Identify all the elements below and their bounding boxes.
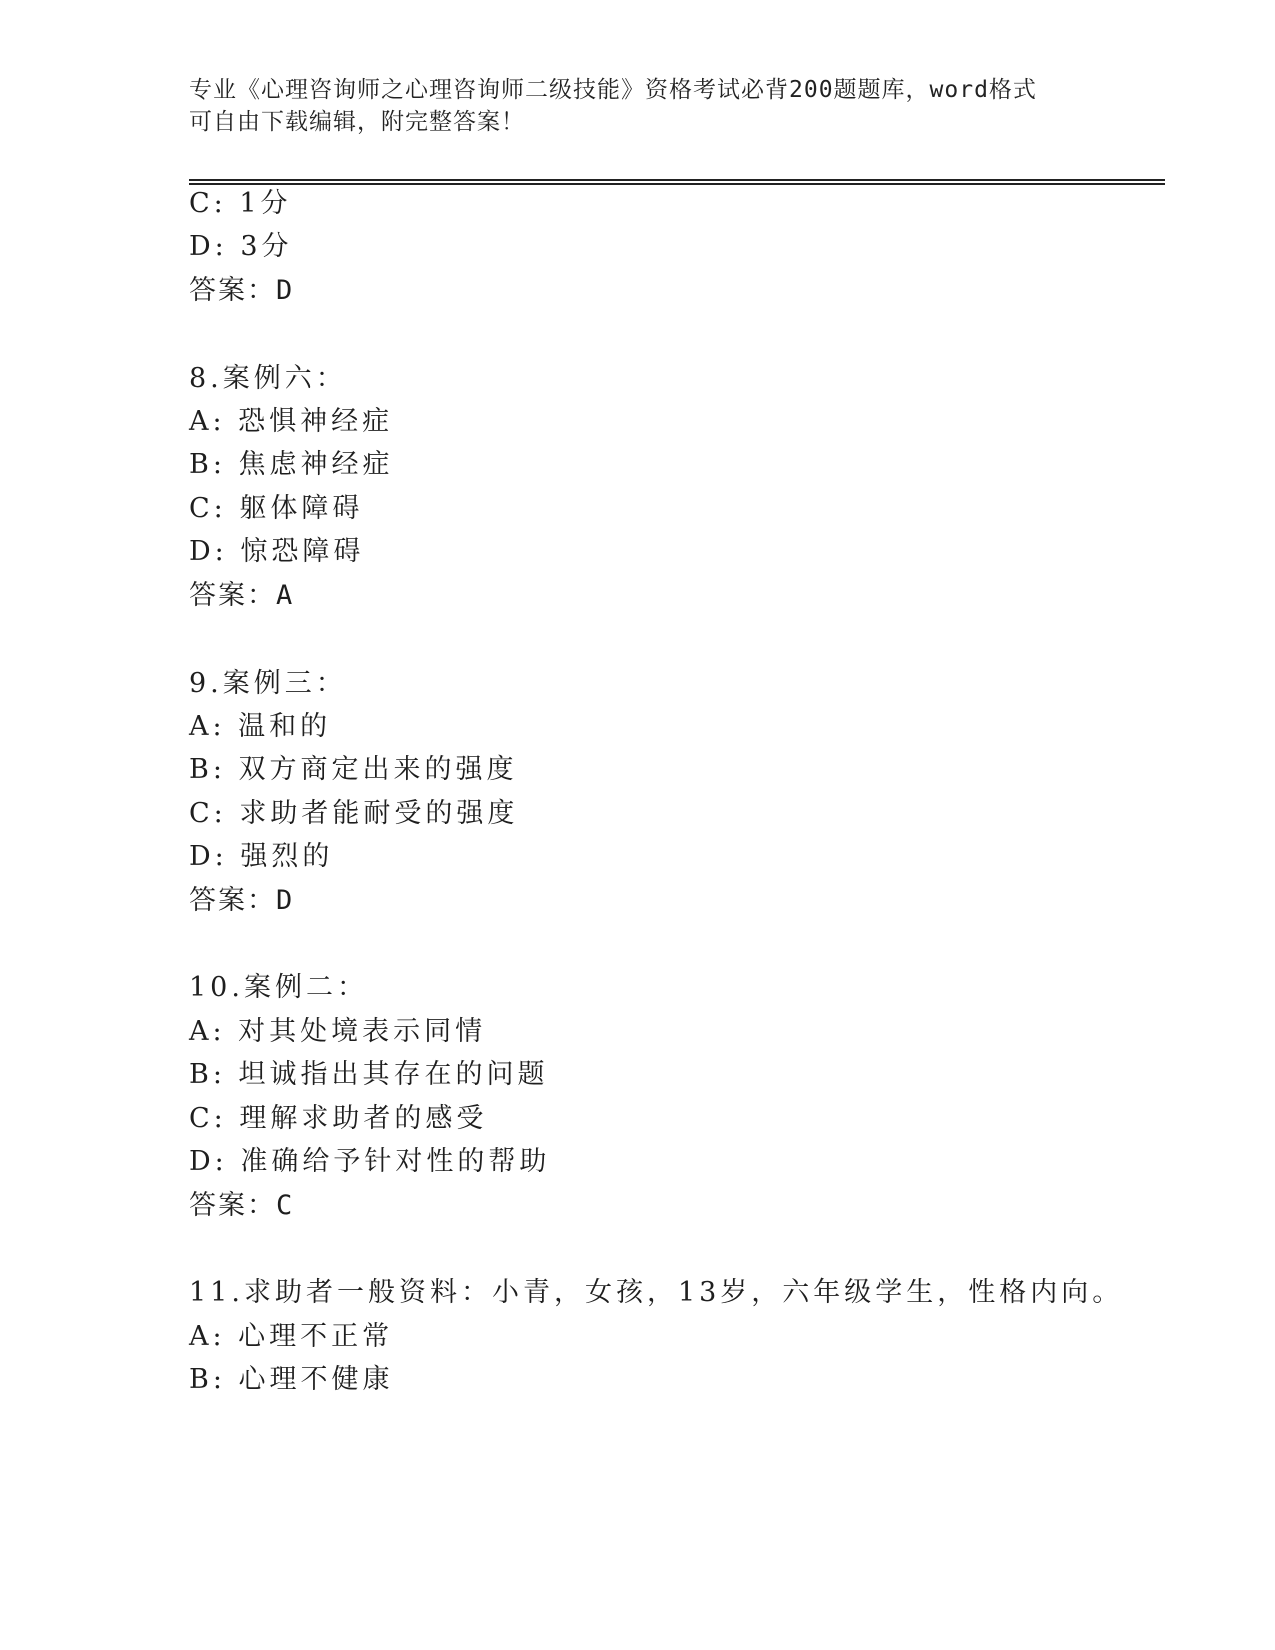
answer-value: C: [276, 1190, 293, 1221]
answer-label: 答案：: [189, 275, 276, 306]
q7-option-d: D: 3分: [189, 231, 293, 262]
q8-answer: [189, 579, 292, 613]
q9-option-a: A: 温和的: [189, 711, 332, 742]
q10-answer: [189, 1189, 292, 1223]
answer-label: 答案：: [189, 580, 276, 611]
q10-option-d: D: 准确给予针对性的帮助: [189, 1146, 551, 1177]
q11-stem: 11.求助者一般资料：小青，女孩，13岁，六年级学生，性格内向。: [189, 1277, 1124, 1308]
q8-option-c: C: 躯体障碍: [189, 493, 364, 524]
header-title-line-2: 可自由下载编辑，附完整答案！: [189, 109, 525, 135]
q8-option-a: A: 恐惧神经症: [189, 406, 394, 437]
q9-option-c: C: 求助者能耐受的强度: [189, 798, 519, 829]
answer-value: D: [276, 885, 293, 916]
q11-option-a: A: 心理不正常: [189, 1321, 394, 1352]
q9-option-d: D: 强烈的: [189, 841, 334, 872]
q7-option-c: C: 1分: [189, 188, 292, 219]
q10-option-c: C: 理解求助者的感受: [189, 1103, 488, 1134]
q10-option-b: B: 坦诚指出其存在的问题: [189, 1059, 549, 1090]
q9-option-b: B: 双方商定出来的强度: [189, 754, 518, 785]
q10-option-a: A: 对其处境表示同情: [189, 1016, 487, 1047]
q7-answer: [189, 274, 292, 308]
q8-stem: 8.案例六：: [189, 363, 347, 394]
q8-option-b: B: 焦虑神经症: [189, 449, 394, 480]
header-divider: [189, 179, 1165, 185]
document-header: [189, 74, 1089, 138]
answer-value: D: [276, 275, 293, 306]
q9-stem: 9.案例三：: [189, 668, 347, 699]
q8-option-d: D: 惊恐障碍: [189, 536, 365, 567]
answer-label: 答案：: [189, 885, 276, 916]
q9-answer: [189, 884, 292, 918]
answer-value: A: [276, 580, 293, 611]
answer-label: 答案：: [189, 1190, 276, 1221]
q10-stem: 10.案例二：: [189, 972, 368, 1003]
q11-option-b: B: 心理不健康: [189, 1364, 394, 1395]
header-title-line-1: 专业《心理咨询师之心理咨询师二级技能》资格考试必背200题题库，word格式: [189, 77, 1037, 103]
